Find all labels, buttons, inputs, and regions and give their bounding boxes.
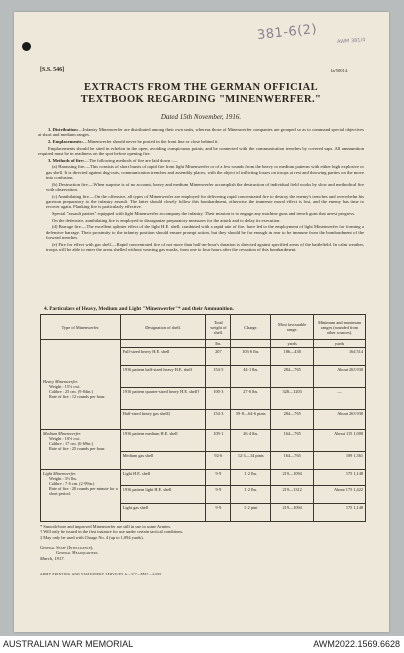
paragraph-text: —Infantry Minenwerfer are distributed among their own units, whereas those of Minenwerfer companies are grouped so as to command special objectives at short and medium ranges. bbox=[38, 127, 365, 138]
charge-cell: 27·6 lbs. bbox=[231, 388, 271, 410]
signature-date: March, 1917. bbox=[40, 555, 65, 561]
archive-footer bbox=[0, 636, 404, 653]
paragraph-text: —Minenwerfer should never be posted in the front line or close behind it. bbox=[82, 139, 219, 144]
shell-cell: Light H.E. shell bbox=[120, 470, 206, 486]
light-label: Light Minenwerfer. bbox=[43, 471, 76, 476]
paragraph-assault-parties: Special "assault parties" equipped with light Minenwerfer accompany the infantry. Their mission is to engage any machine guns and trench guns that arrest progress. bbox=[52, 211, 356, 216]
light-spec: Rate of fire : 20 rounds per minute for a short period. bbox=[49, 486, 118, 496]
medium-spec: Rate of fire : 25 rounds per hour. bbox=[49, 446, 106, 451]
medium-spec: Weight : 10½ cwt. bbox=[49, 436, 81, 441]
range-cell: 164—765 bbox=[271, 452, 314, 470]
document-reference: Ia/50014. bbox=[331, 68, 349, 73]
min-max-cell: 164 514 bbox=[314, 348, 366, 366]
shell-cell: Light gas shell bbox=[120, 504, 206, 522]
weight-cell: 92·6 bbox=[206, 452, 231, 470]
paragraph-methods-of-fire bbox=[38, 158, 364, 163]
pencil-reference-number: 381-6(2) bbox=[256, 21, 318, 44]
shell-cell: 1916 pattern light H.E. shell bbox=[120, 486, 206, 504]
weight-cell: 100·3 bbox=[206, 388, 231, 410]
table-footnotes bbox=[40, 524, 366, 540]
paragraph-annihilating-fire: (c) Annihilating fire.—On the offensive, all types of Minenwerfer are employed for delivering rapid concentrated fire to destroy the enemy's trenches and overwhelm his garrison preparatory to the infantry assault. The latter should closely follow this bombardment, otherwise the immense moral effect is lost, and the enemy has time to recover again. Flanking fire is particularly effective. bbox=[46, 193, 364, 210]
pencil-note: AWM 381/4 bbox=[336, 37, 366, 46]
unit-yards: yards bbox=[271, 340, 314, 348]
column-header-shell: Designation of shell. bbox=[120, 315, 206, 340]
weight-cell: 109·1 bbox=[206, 430, 231, 452]
charge-cell: 26·4 lbs. bbox=[231, 430, 271, 452]
min-max-cell: About 115 1,000 bbox=[314, 430, 366, 452]
min-max-cell: — bbox=[314, 388, 366, 410]
signature-block bbox=[40, 545, 99, 561]
unit-yards: yards bbox=[314, 340, 366, 348]
light-spec: Calibre : 7·6 cm. (2·99in.) bbox=[49, 481, 95, 486]
weight-cell: 154·3 bbox=[206, 410, 231, 430]
charge-cell: 12·3—14 pints bbox=[231, 452, 271, 470]
charge-cell: 1·2 pint bbox=[231, 504, 271, 522]
paragraph-heading: 2. Emplacements: bbox=[48, 139, 83, 144]
paragraph-emplacements-detail: Emplacements should be sited in echelon in the open, avoiding conspicuous points, and be connected with the communication trenches by covered saps. All ammunition required must be in readiness on the spot before opening fire. bbox=[38, 145, 364, 156]
medium-type-cell bbox=[41, 430, 121, 470]
column-header-weight: Total weight of shell. bbox=[206, 315, 231, 340]
range-cell: 219—1094 bbox=[271, 470, 314, 486]
paragraph-heading: 3. Methods of fire: bbox=[48, 157, 85, 163]
table-cell bbox=[120, 340, 206, 348]
table-row bbox=[41, 470, 366, 486]
paragraph-defensive: On the defensive, annihilating fire is employed to disorganize preparatory measures for the attack and to delay its execution. bbox=[52, 217, 281, 223]
table-title: 4. Particulars of Heavy, Medium and Light "Minenwerfer"* and their Ammunition. bbox=[44, 306, 234, 312]
footnote: * Smooth-bore and improved Minenwerfer are still in use in some Armies. bbox=[40, 524, 171, 529]
range-cell: 219—1312 bbox=[271, 486, 314, 504]
shell-cell: 1916 pattern quarter-sized heavy H.E. shell† bbox=[120, 388, 206, 410]
min-max-cell: 109 1,361 bbox=[314, 452, 366, 470]
heavy-label: Heavy Minenwerfer. bbox=[43, 379, 78, 384]
medium-spec: Calibre : 17 cm. (6·69in.) bbox=[49, 441, 93, 446]
min-max-cell: About 263 930 bbox=[314, 410, 366, 430]
light-spec: Weight : 3½ lbs. bbox=[49, 476, 78, 481]
heavy-spec: Weight : 15½ cwt. bbox=[49, 384, 81, 389]
signature-line: General Headquarters. bbox=[56, 550, 99, 556]
range-cell: 219—1094 bbox=[271, 504, 314, 522]
min-max-cell: 175 1,148 bbox=[314, 470, 366, 486]
title-line-2: TEXTBOOK REGARDING "MINENWERFER." bbox=[80, 94, 322, 105]
shell-cell: 1916 pattern medium H.E. shell bbox=[120, 430, 206, 452]
min-max-cell: 175 1,148 bbox=[314, 504, 366, 522]
ss-number: [S.S. 546] bbox=[40, 67, 65, 73]
title-line-1: EXTRACTS FROM THE GERMAN OFFICIAL bbox=[83, 82, 319, 93]
heavy-spec: Rate of fire : 12 rounds per hour. bbox=[49, 394, 106, 399]
range-cell: 284—765 bbox=[271, 410, 314, 430]
paragraph-distribution bbox=[38, 127, 364, 138]
range-cell: 328—1203 bbox=[271, 388, 314, 410]
column-header-range: Most favourable range. bbox=[271, 315, 314, 340]
weight-cell: 154·5 bbox=[206, 366, 231, 388]
unit-lbs: lbs. bbox=[206, 340, 231, 348]
shell-cell: Medium gas shell bbox=[120, 452, 206, 470]
signature-line: General Staff (Intelligence), bbox=[40, 545, 94, 550]
heavy-spec: Calibre : 25 cm. (9·84in.) bbox=[49, 389, 93, 394]
min-max-cell: About 263 930 bbox=[314, 366, 366, 388]
table-row bbox=[41, 430, 366, 452]
paragraph-emplacements bbox=[38, 139, 364, 144]
units-row bbox=[41, 340, 366, 348]
heavy-type-cell bbox=[41, 340, 121, 430]
charge-cell: 44·1 lbs. bbox=[231, 366, 271, 388]
charge-cell: 1·2 lbs. bbox=[231, 470, 271, 486]
minenwerfer-table bbox=[40, 314, 366, 522]
charge-cell: 59·8—64·6 pints bbox=[231, 410, 271, 430]
weight-cell: 9·9 bbox=[206, 504, 231, 522]
shell-cell: 1916 pattern half-sized heavy H.E. shell bbox=[120, 366, 206, 388]
min-max-cell: About 175 1,422 bbox=[314, 486, 366, 504]
paragraph-gas-fire: (e) Fire for effect with gas shell.—Rapid concentrated fire of not more than half-an-hour's duration is directed against specified areas of the battlefield. In calm weather, troops will be able to enter the areas shelled without wearing gas masks, from one to four hours after the cessation of this bombardment. bbox=[46, 241, 364, 252]
medium-label: Medium Minenwerfer. bbox=[43, 431, 81, 436]
shell-cell: Half-sized heavy gas shell‡ bbox=[120, 410, 206, 430]
weight-cell: 207 bbox=[206, 348, 231, 366]
paragraph-text: —The following methods of fire are laid down :— bbox=[84, 157, 178, 163]
accession-number: AWM2022.1569.6628 bbox=[313, 639, 400, 649]
range-cell: 284—765 bbox=[271, 366, 314, 388]
shell-cell: Full-sized heavy H.E. shell bbox=[120, 348, 206, 366]
range-cell: 164—765 bbox=[271, 430, 314, 452]
column-header-type: Type of Minenwerfer. bbox=[41, 315, 121, 340]
charge-cell: 1·2 lbs. bbox=[231, 486, 271, 504]
column-header-charge: Charge. bbox=[231, 315, 271, 340]
paragraph-heading: 1. Distribution: bbox=[48, 127, 79, 132]
paragraph-destruction-fire: (b) Destruction fire.—When surprise is of no account, heavy and medium Minenwerfer accomplish the destruction of individual field works by slow and methodical fire with observation. bbox=[46, 181, 364, 192]
footnote: † Will only be issued in the first instance for use under certain tactical conditions. bbox=[40, 529, 184, 535]
column-header-min-max: Minimum and maximum ranges (rounded from other sources). bbox=[314, 315, 366, 340]
light-type-cell bbox=[41, 470, 121, 522]
footnote: ‡ May only be used with Charge No. 4 (up to 1,094 yards). bbox=[40, 534, 144, 540]
range-cell: 186—438 bbox=[271, 348, 314, 366]
paragraph-barrage-fire: (d) Barrage fire.—The excellent splinter effect of the light H.E. shell, combined with a rapid rate of fire, have led to the employment of light Minenwerfer for forming a defensive barrage. Their proximity to the infantry position should ensure prompt action, but they should be far enough in rear to be immune from the bombardment of the forward trenches. bbox=[46, 224, 364, 240]
table-header-row bbox=[41, 315, 366, 340]
charge-cell: 103·6 lbs. bbox=[231, 348, 271, 366]
weight-cell: 9·9 bbox=[206, 470, 231, 486]
document-title bbox=[40, 82, 362, 106]
paragraph-harassing-fire: (a) Harassing fire.—This consists of short bursts of rapid fire from light Minenwerfer or of a few rounds from the heavy or medium patterns with either high explosive or gas shell. It is directed against dug-outs, communication trenches and assembly places, with the object of inflicting losses on troops at rest and throwing parties on the move into confusion. bbox=[46, 164, 364, 180]
printer-imprint: ARMY PRINTING AND STATIONERY SERVICES A—377—8867—4,000 bbox=[40, 572, 162, 576]
table-cell bbox=[231, 340, 271, 348]
document-body bbox=[38, 127, 364, 254]
institution-name: AUSTRALIAN WAR MEMORIAL bbox=[3, 639, 134, 649]
weight-cell: 9·9 bbox=[206, 486, 231, 504]
document-date: Dated 15th November, 1916. bbox=[160, 113, 242, 121]
punch-hole bbox=[22, 42, 31, 51]
